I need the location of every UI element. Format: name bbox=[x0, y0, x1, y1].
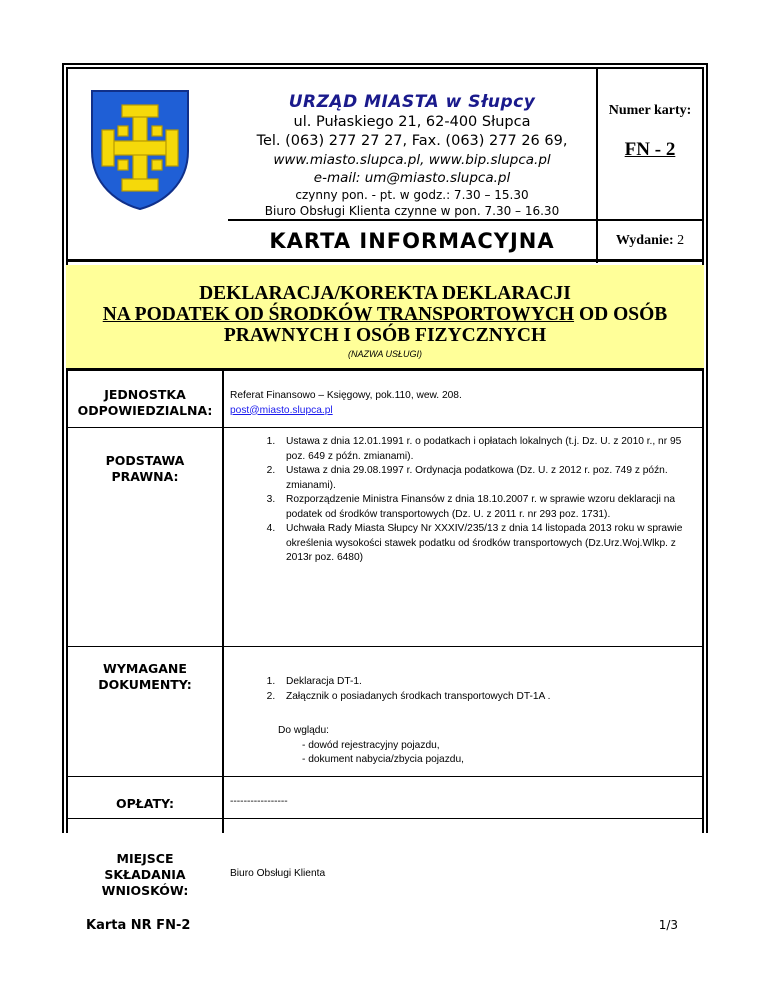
legal-label-line1: PODSTAWA bbox=[105, 453, 185, 468]
inspection-item: - dowód rejestracyjny pojazdu, bbox=[302, 739, 440, 751]
documents-label-line2: DOKUMENTY: bbox=[98, 677, 192, 692]
service-title-line2-rest: OD OSÓB bbox=[574, 304, 668, 325]
fees-value: ----------------- bbox=[230, 796, 288, 807]
documents-value bbox=[230, 675, 700, 768]
documents-label bbox=[68, 661, 222, 693]
inspection-label: Do wglądu: bbox=[278, 725, 329, 736]
place-value: Biuro Obsługi Klienta bbox=[230, 868, 326, 879]
card-number-label: Numer karty: bbox=[608, 103, 692, 118]
unit-label bbox=[68, 387, 222, 419]
legal-label bbox=[68, 453, 222, 485]
header bbox=[68, 69, 702, 263]
office-info bbox=[228, 91, 596, 219]
info-table bbox=[68, 371, 702, 898]
edition-value: 2 bbox=[677, 233, 685, 248]
legal-basis-item: 1. Ustawa z dnia 12.01.1991 r. o podatkach i opłatach lokalnych (t.j. Dz. U. z 2010 r., nr 95 poz. 649 z późn. zmianami). bbox=[278, 435, 700, 464]
legal-value bbox=[230, 435, 700, 566]
unit-value bbox=[230, 389, 700, 418]
edition-label: Wydanie: bbox=[615, 233, 674, 248]
row-divider bbox=[68, 776, 702, 777]
place-label-line2: SKŁADANIA bbox=[104, 867, 186, 882]
office-hours: czynny pon. - pt. w godz.: 7.30 – 15.30 bbox=[295, 188, 529, 202]
service-title-band bbox=[66, 265, 704, 368]
service-title-underlined: NA PODATEK OD ŚRODKÓW TRANSPORTOWYCH bbox=[102, 304, 575, 325]
inspection-item: - dokument nabycia/zbycia pojazdu, bbox=[302, 754, 464, 765]
edition bbox=[598, 233, 702, 249]
legal-basis-item: 3. Rozporządzenie Ministra Finansów z dnia 18.10.2007 r. w sprawie wzoru deklaracji na podatek od środków transportowych (Dz. U. z 2011 r. nr 293 poz. 1731). bbox=[278, 493, 700, 522]
documents-label-line1: WYMAGANE bbox=[103, 661, 187, 676]
header-divider-horizontal bbox=[228, 219, 702, 221]
row-divider bbox=[68, 646, 702, 647]
header-bottom-rule bbox=[66, 259, 704, 262]
card-title: KARTA INFORMACYJNA bbox=[269, 229, 555, 253]
legal-label-line2: PRAWNA: bbox=[111, 469, 179, 484]
frame-line-right bbox=[702, 67, 704, 833]
required-document-item: 1. Deklaracja DT-1. bbox=[278, 675, 700, 690]
required-documents-list bbox=[230, 675, 700, 704]
legal-basis-item: 2. Ustawa z dnia 29.08.1997 r. Ordynacja podatkowa (Dz. U. z 2012 r. poz. 749 z późn. zmianami). bbox=[278, 464, 700, 493]
required-document-item: 2. Załącznik o posiadanych środkach transportowych DT-1A . bbox=[278, 690, 700, 705]
document-sheet bbox=[62, 63, 710, 898]
service-hours: Biuro Obsługi Klienta czynne w pon. 7.30 – 16.30 bbox=[264, 204, 560, 218]
place-label-line3: WNIOSKÓW: bbox=[101, 883, 189, 898]
unit-email-link[interactable]: post@miasto.slupca.pl bbox=[230, 404, 333, 416]
service-title bbox=[66, 283, 704, 346]
place-label-line1: MIEJSCE bbox=[116, 851, 174, 866]
office-address: ul. Pułaskiego 21, 62-400 Słupca bbox=[293, 114, 531, 130]
row-divider bbox=[68, 427, 702, 428]
fees-label: OPŁATY: bbox=[115, 796, 174, 811]
legal-basis-list bbox=[230, 435, 700, 566]
row-divider bbox=[68, 818, 702, 819]
service-title-line1: DEKLARACJA/KOREKTA DEKLARACJI bbox=[199, 283, 571, 304]
coat-of-arms-icon bbox=[90, 89, 190, 211]
office-phone: Tel. (063) 277 27 27, Fax. (063) 277 26 69, bbox=[256, 133, 568, 149]
service-title-line3: PRAWNYCH I OSÓB FIZYCZNYCH bbox=[223, 325, 547, 346]
card-number: FN - 2 bbox=[624, 139, 676, 160]
service-title-line2 bbox=[66, 304, 704, 325]
service-name-caption: (NAZWA USŁUGI) bbox=[347, 349, 422, 359]
footer-card-ref: Karta NR FN-2 bbox=[86, 918, 191, 933]
office-websites[interactable]: www.miasto.slupca.pl, www.bip.slupca.pl bbox=[273, 152, 551, 168]
legal-basis-item: 4. Uchwała Rady Miasta Słupcy Nr XXXIV/235/13 z dnia 14 listopada 2013 roku w sprawie określenia wysokości stawek podatku od środków transportowych (Dz.Urz.Woj.Wlkp. z 2013r poz. 6480) bbox=[278, 522, 700, 566]
table-column-divider bbox=[222, 371, 224, 833]
unit-label-line2: ODPOWIEDZIALNA: bbox=[77, 403, 213, 418]
place-label bbox=[68, 851, 222, 899]
office-email[interactable]: e-mail: um@miasto.slupca.pl bbox=[313, 170, 511, 186]
footer-page-number: 1/3 bbox=[658, 918, 678, 932]
unit-text: Referat Finansowo – Księgowy, pok.110, wew. 208. bbox=[230, 390, 462, 401]
office-name: URZĄD MIASTA w Słupcy bbox=[288, 92, 536, 112]
unit-label-line1: JEDNOSTKA bbox=[104, 387, 186, 402]
